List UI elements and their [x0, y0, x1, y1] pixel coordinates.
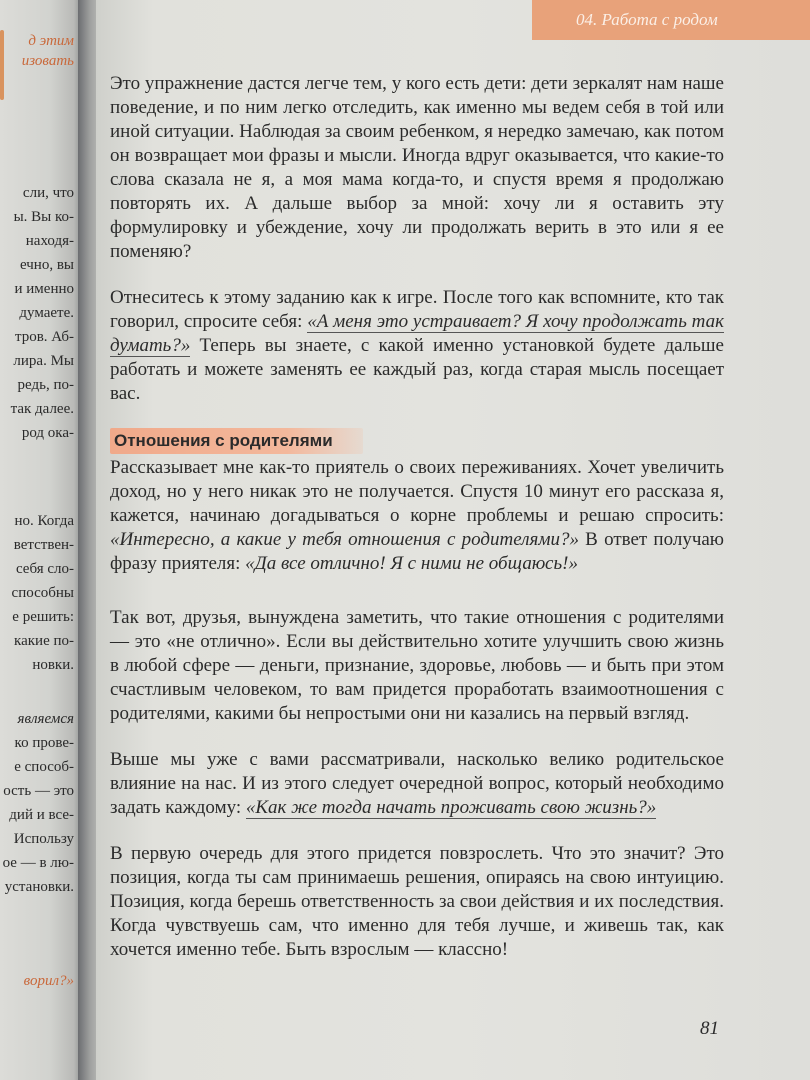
paragraph-text: Рассказывает мне как-то приятель о своих переживаниях. Хочет увеличить доход, но у него никак это не получается. Спустя 10 минут его рассказа я, кажется, начинаю догадываться о корне проблемы и решаю спросить: [110, 457, 724, 526]
paragraph [110, 286, 724, 406]
quote: «Да все отлично! Я с ними не общаюсь!» [245, 553, 578, 574]
quote: «Интересно, а какие у тебя отношения с родителями?» [110, 529, 579, 550]
text-fragment: находя- [25, 233, 74, 249]
margin-note: изовать [21, 53, 74, 69]
book-page [96, 0, 810, 1080]
underlined-quote: «А меня это устраивает? Я хочу продолжать так думать?» [110, 311, 724, 356]
page-number: 81 [700, 1018, 719, 1039]
text-fragment: установки. [4, 879, 74, 895]
paragraph-text: В ответ получаю фразу приятеля: [110, 529, 725, 574]
text-fragment: и именно [14, 281, 74, 297]
paragraph: Это упражнение дастся легче тем, у кого есть дети: дети зеркалят нам наше поведение, и по ним легко отследить, как именно мы ведем себя в той или иной ситуации. Наблюдая за своим ребенком, я нередко замечаю, как потом он возвращает мои фразы и мысли. Иногда вдруг оказывается, что какие-то слова сказала не я, а моя мама когда-то, и спустя время я продолжаю повторять их. А дальше выбор за мной: хочу ли я оставить эту формулировку и убеждение, хочу ли продолжать верить в это или я ее поменяю? [110, 73, 724, 262]
text-fragment: род ока- [21, 425, 74, 441]
text-fragment: но. Когда [14, 513, 74, 529]
page-body [110, 72, 724, 984]
text-fragment: ечно, вы [19, 257, 74, 273]
paragraph [110, 748, 724, 820]
paragraph-text: Отнеситесь к этому заданию как к игре. После того как вспомните, кто так говорил, спросите себя: [110, 287, 724, 332]
text-fragment: какие по- [14, 633, 74, 649]
text-fragment: е решить: [12, 609, 74, 625]
text-fragment: редь, по- [17, 377, 74, 393]
text-fragment: так далее. [10, 401, 74, 417]
margin-note: ворил?» [23, 973, 74, 989]
paragraph [110, 456, 724, 576]
text-fragment: являемся [17, 711, 74, 727]
paragraph-text: Выше мы уже с вами рассматривали, насколько велико родительское влияние на нас. И из этого следует очередной вопрос, который необходимо задать каждому: [110, 749, 724, 818]
text-fragment: способны [11, 585, 74, 601]
text-fragment: себя сло- [15, 561, 74, 577]
underlined-quote: «Как же тогда начать проживать свою жизнь?» [245, 797, 657, 818]
text-fragment: дий и все- [9, 807, 74, 823]
section-heading: Отношения с родителями [110, 428, 363, 454]
text-fragment: ко прове- [14, 735, 74, 751]
text-fragment: Использу [13, 831, 74, 847]
text-fragment: лира. Мы [13, 353, 74, 369]
text-fragment: думаете. [19, 305, 74, 321]
margin-note: д этим [28, 33, 74, 49]
text-fragment: ое — в лю- [2, 855, 74, 871]
text-fragment: ветствен- [13, 537, 74, 553]
paragraph: В первую очередь для этого придется повзрослеть. Что это значит? Это позиция, когда ты сам принимаешь решения, опираясь на свою интуицию. Позиция, когда берешь ответственность за свои действия и их последствия. Когда чувствуешь сам, что именно для тебя лучше, и живешь так, как хочется именно тебе. Быть взрослым — классно! [110, 843, 724, 960]
text-fragment: ы. Вы ко- [13, 209, 74, 225]
paragraph-text: Теперь вы знаете, с какой именно установкой будете дальше работать и можете заменять ее каждый раз, когда старая мысль посещает вас. [110, 335, 724, 404]
text-fragment: новки. [32, 657, 74, 673]
facing-page-left [0, 0, 82, 1080]
paragraph: Так вот, друзья, вынуждена заметить, что такие отношения с родителями — это «не отлично». Если вы действительно хотите улучшить свою жизнь в любой сфере — деньги, признание, здоровье, любовь — и быть при этом счастливым человеком, то вам придется проработать взаимоотношения с родителями, какими бы непростыми они ни казались на первый взгляд. [110, 607, 724, 724]
text-fragment: е способ- [14, 759, 74, 775]
text-fragment: ость — это [3, 783, 74, 799]
text-fragment: тров. Аб- [14, 329, 74, 345]
chapter-header: 04. Работа с родом [532, 0, 810, 40]
margin-accent-bar [0, 30, 4, 100]
text-fragment: сли, что [22, 185, 74, 201]
